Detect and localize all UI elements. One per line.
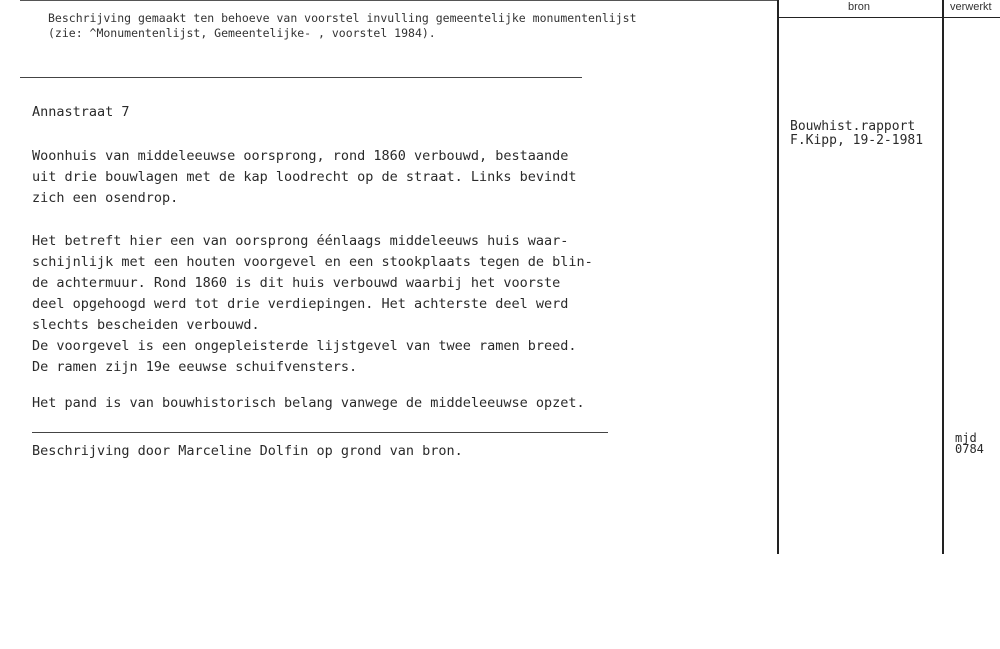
source-line-2: F.Kipp, 19-2-1981 bbox=[790, 133, 924, 148]
paragraph-2-line: De ramen zijn 19e eeuwse schuifvensters. bbox=[32, 359, 358, 375]
conclusion: Het pand is van bouwhistorisch belang vanwege de middeleeuwse opzet. bbox=[32, 395, 585, 411]
text-divider bbox=[32, 432, 608, 433]
paragraph-2-line: De voorgevel is een ongepleisterde lijstgevel van twee ramen breed. bbox=[32, 338, 577, 354]
paragraph-2-line: de achtermuur. Rond 1860 is dit huis verbouwd waarbij het voorste bbox=[32, 275, 561, 291]
processed-code: 0784 bbox=[955, 442, 984, 456]
paragraph-2-line: deel opgehoogd werd tot drie verdiepingen. Het achterste deel werd bbox=[32, 296, 569, 312]
paragraph-2-line: slechts bescheiden verbouwd. bbox=[32, 317, 260, 333]
column-header-rule bbox=[777, 17, 1000, 18]
header-line-1: Beschrijving gemaakt ten behoeve van voorstel invulling gemeentelijke monumentenlijst bbox=[48, 11, 637, 25]
paragraph-2-line: schijnlijk met een houten voorgevel en een stookplaats tegen de blin- bbox=[32, 254, 593, 270]
column-header-verwerkt: verwerkt bbox=[950, 1, 992, 13]
author-note: Beschrijving door Marceline Dolfin op grond van bron. bbox=[32, 443, 463, 459]
header-divider bbox=[20, 77, 582, 78]
top-rule bbox=[20, 0, 777, 1]
paragraph-1-line: uit drie bouwlagen met de kap loodrecht op de straat. Links bevindt bbox=[32, 169, 577, 185]
column-header-bron: bron bbox=[848, 1, 871, 13]
paragraph-2-line: Het betreft hier een van oorsprong éénlaags middeleeuws huis waar- bbox=[32, 233, 569, 249]
source-line-1: Bouwhist.rapport bbox=[790, 119, 916, 134]
source-column-left-border bbox=[777, 0, 779, 554]
processed-initials: mjd bbox=[955, 431, 977, 445]
paragraph-1-line: Woonhuis van middeleeuwse oorsprong, rond 1860 verbouwd, bestaande bbox=[32, 148, 569, 164]
header-line-2: (zie: ^Monumentenlijst, Gemeentelijke- , voorstel 1984). bbox=[48, 26, 436, 40]
address: Annastraat 7 bbox=[32, 104, 130, 120]
processed-column-left-border bbox=[942, 0, 944, 554]
paragraph-1-line: zich een osendrop. bbox=[32, 190, 179, 206]
